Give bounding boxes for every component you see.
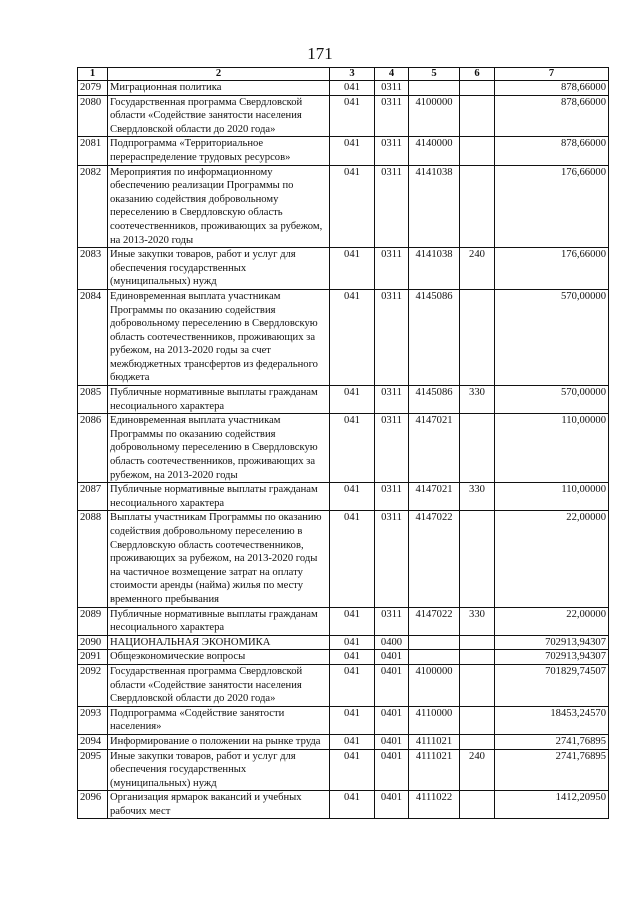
row-target-code: 4147022 [409,511,460,607]
header-col-3: 3 [330,68,375,81]
row-amount: 22,00000 [495,607,609,635]
table-row [78,511,609,607]
row-amount: 570,00000 [495,386,609,414]
row-target-code [409,635,460,650]
row-number: 2093 [78,706,108,734]
header-col-6: 6 [460,68,495,81]
row-section-code: 0311 [375,607,409,635]
row-number: 2086 [78,414,108,483]
row-admin-code: 041 [330,706,375,734]
row-section-code: 0311 [375,137,409,165]
row-section-code: 0311 [375,81,409,96]
table-row [78,386,609,414]
row-amount: 702913,94307 [495,650,609,665]
row-admin-code: 041 [330,289,375,385]
row-target-code: 4141038 [409,248,460,290]
table-row [78,749,609,791]
row-amount: 2741,76895 [495,734,609,749]
table-header-row [78,68,609,81]
row-name: Публичные нормативные выплаты гражданам несоциального характера [108,483,330,511]
header-col-2: 2 [108,68,330,81]
row-name: Единовременная выплата участникам Программы по оказанию содействия добровольному переселению в Свердловскую область соотечественников, проживающих за рубежом, на 2013-2020 годы [108,414,330,483]
table-row [78,483,609,511]
row-name: Единовременная выплата участникам Программы по оказанию содействия добровольному переселению в Свердловскую область соотечественников, проживающих за рубежом, на 2013-2020 годы за счет межбюджетных трансфертов из федерального бюджета [108,289,330,385]
row-section-code: 0401 [375,664,409,706]
row-amount: 878,66000 [495,81,609,96]
row-admin-code: 041 [330,483,375,511]
row-target-code: 4141038 [409,165,460,248]
row-name: Общеэкономические вопросы [108,650,330,665]
row-target-code: 4111021 [409,749,460,791]
row-expense-type [460,650,495,665]
row-amount: 701829,74507 [495,664,609,706]
row-number: 2084 [78,289,108,385]
row-section-code: 0401 [375,734,409,749]
row-number: 2080 [78,95,108,137]
table-row [78,81,609,96]
row-section-code: 0311 [375,165,409,248]
row-target-code: 4147021 [409,414,460,483]
row-section-code: 0400 [375,635,409,650]
row-number: 2095 [78,749,108,791]
row-target-code: 4147022 [409,607,460,635]
row-target-code: 4111022 [409,791,460,819]
row-amount: 110,00000 [495,414,609,483]
row-section-code: 0311 [375,248,409,290]
row-section-code: 0311 [375,95,409,137]
row-expense-type: 330 [460,483,495,511]
row-name: НАЦИОНАЛЬНАЯ ЭКОНОМИКА [108,635,330,650]
row-target-code: 4100000 [409,664,460,706]
row-admin-code: 041 [330,635,375,650]
table-row [78,607,609,635]
row-admin-code: 041 [330,137,375,165]
row-name: Подпрограмма «Территориальное перераспределение трудовых ресурсов» [108,137,330,165]
row-admin-code: 041 [330,248,375,290]
row-expense-type: 240 [460,749,495,791]
row-admin-code: 041 [330,734,375,749]
header-col-1: 1 [78,68,108,81]
row-name: Выплаты участникам Программы по оказанию содействия добровольному переселению в Свердловскую область соотечественников, проживающих за рубежом, на 2013-2020 годы на частичное возмещение затрат на оплату стоимости аренды (найма) жилья по месту временного пребывания [108,511,330,607]
header-col-5: 5 [409,68,460,81]
row-amount: 1412,20950 [495,791,609,819]
row-expense-type: 330 [460,607,495,635]
table-row [78,791,609,819]
row-target-code [409,650,460,665]
row-target-code: 4145086 [409,289,460,385]
row-target-code: 4110000 [409,706,460,734]
table-row [78,635,609,650]
table-row [78,706,609,734]
row-amount: 18453,24570 [495,706,609,734]
table-row [78,289,609,385]
page-number: 171 [307,44,333,63]
header-col-4: 4 [375,68,409,81]
row-admin-code: 041 [330,165,375,248]
row-number: 2091 [78,650,108,665]
row-number: 2087 [78,483,108,511]
row-number: 2088 [78,511,108,607]
row-section-code: 0311 [375,483,409,511]
row-admin-code: 041 [330,386,375,414]
row-target-code: 4140000 [409,137,460,165]
row-amount: 570,00000 [495,289,609,385]
row-amount: 110,00000 [495,483,609,511]
row-name: Организация ярмарок вакансий и учебных рабочих мест [108,791,330,819]
table-row [78,650,609,665]
row-expense-type: 240 [460,248,495,290]
row-number: 2090 [78,635,108,650]
table-row [78,165,609,248]
row-expense-type [460,734,495,749]
row-expense-type [460,706,495,734]
row-number: 2092 [78,664,108,706]
row-number: 2082 [78,165,108,248]
row-amount: 22,00000 [495,511,609,607]
row-expense-type [460,165,495,248]
row-name: Иные закупки товаров, работ и услуг для обеспечения государственных (муниципальных) нужд [108,248,330,290]
row-expense-type [460,664,495,706]
table-row [78,414,609,483]
row-admin-code: 041 [330,414,375,483]
row-name: Публичные нормативные выплаты гражданам несоциального характера [108,386,330,414]
row-number: 2079 [78,81,108,96]
row-admin-code: 041 [330,650,375,665]
row-expense-type [460,95,495,137]
row-expense-type [460,81,495,96]
row-admin-code: 041 [330,607,375,635]
row-expense-type [460,635,495,650]
row-name: Государственная программа Свердловской области «Содействие занятости населения Свердловской области до 2020 года» [108,95,330,137]
row-target-code: 4147021 [409,483,460,511]
row-expense-type [460,791,495,819]
row-name: Подпрограмма «Содействие занятости населения» [108,706,330,734]
row-number: 2081 [78,137,108,165]
row-section-code: 0311 [375,511,409,607]
row-amount: 878,66000 [495,137,609,165]
row-admin-code: 041 [330,791,375,819]
row-number: 2085 [78,386,108,414]
budget-table [77,67,609,819]
row-name: Государственная программа Свердловской области «Содействие занятости населения Свердловской области до 2020 года» [108,664,330,706]
row-expense-type: 330 [460,386,495,414]
row-name: Мероприятия по информационному обеспечению реализации Программы по оказанию содействия добровольному переселению в Свердловскую область соотечественников, проживающих за рубежом, на 2013-2020 годы [108,165,330,248]
row-admin-code: 041 [330,95,375,137]
row-section-code: 0401 [375,791,409,819]
row-section-code: 0311 [375,289,409,385]
table-row [78,734,609,749]
row-admin-code: 041 [330,511,375,607]
row-number: 2083 [78,248,108,290]
row-expense-type [460,511,495,607]
header-col-7: 7 [495,68,609,81]
row-number: 2089 [78,607,108,635]
table-row [78,137,609,165]
row-section-code: 0401 [375,749,409,791]
row-name: Иные закупки товаров, работ и услуг для обеспечения государственных (муниципальных) нужд [108,749,330,791]
row-amount: 176,66000 [495,248,609,290]
row-admin-code: 041 [330,749,375,791]
row-admin-code: 041 [330,664,375,706]
row-number: 2094 [78,734,108,749]
row-name: Публичные нормативные выплаты гражданам несоциального характера [108,607,330,635]
table-row [78,95,609,137]
row-name: Информирование о положении на рынке труда [108,734,330,749]
row-section-code: 0401 [375,650,409,665]
row-admin-code: 041 [330,81,375,96]
row-target-code: 4145086 [409,386,460,414]
row-target-code [409,81,460,96]
row-amount: 878,66000 [495,95,609,137]
row-section-code: 0311 [375,386,409,414]
row-expense-type [460,137,495,165]
row-number: 2096 [78,791,108,819]
row-amount: 2741,76895 [495,749,609,791]
row-name: Миграционная политика [108,81,330,96]
row-target-code: 4111021 [409,734,460,749]
row-amount: 702913,94307 [495,635,609,650]
table-row [78,664,609,706]
table-row [78,248,609,290]
row-section-code: 0311 [375,414,409,483]
row-expense-type [460,289,495,385]
row-section-code: 0401 [375,706,409,734]
row-expense-type [460,414,495,483]
row-amount: 176,66000 [495,165,609,248]
row-target-code: 4100000 [409,95,460,137]
